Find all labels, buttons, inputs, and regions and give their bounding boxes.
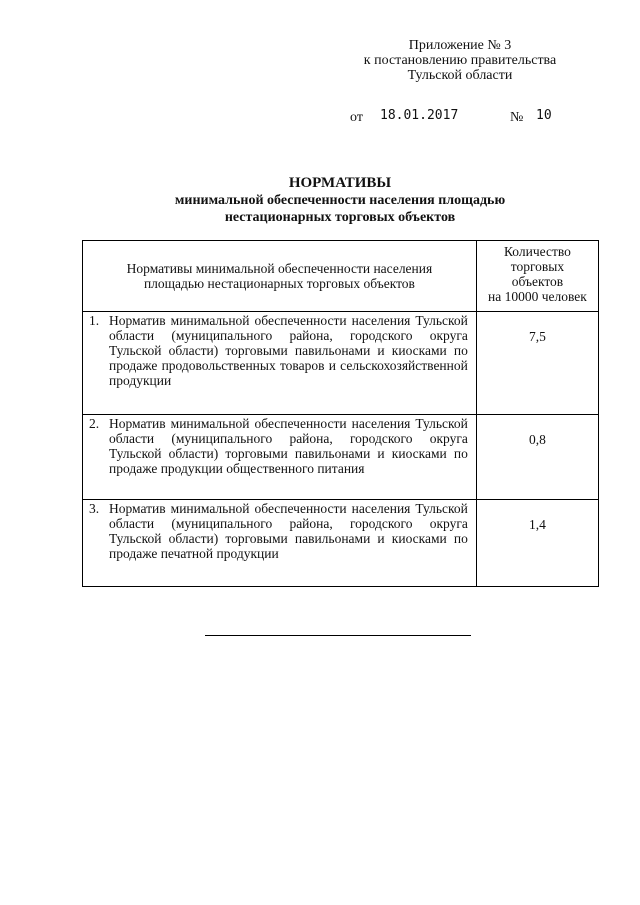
appendix-title: Приложение № 3	[408, 38, 512, 53]
quantity-value: 1,4	[476, 500, 598, 587]
table-row	[83, 500, 599, 587]
norm-description-cell	[83, 500, 477, 587]
quantity-value: 7,5	[476, 312, 598, 415]
norm-description-cell	[83, 312, 477, 415]
row-number: 2.	[89, 416, 100, 431]
appendix-header	[330, 38, 590, 83]
title-subtitle-line-2: нестационарных торговых объектов	[224, 210, 456, 225]
column-header-quantity-line: Количество	[503, 244, 571, 259]
norm-description: Норматив минимальной обеспеченности населения Тульской области (муниципального района, городского округа Тульской области) торговыми павильонами и киосками по продаже печатной продукции	[109, 501, 468, 561]
column-header-norms: Нормативы минимальной обеспеченности населения площадью нестационарных торговых объектов	[83, 241, 477, 312]
column-header-quantity-line: торговых	[510, 259, 565, 274]
row-number: 3.	[89, 501, 100, 516]
column-header-quantity-line: на 10000 человек	[488, 289, 587, 304]
title-subtitle-line-1: минимальной обеспеченности населения площадью	[174, 193, 506, 208]
document-title	[90, 174, 590, 226]
quantity-value: 0,8	[476, 415, 598, 500]
date-value: 18.01.2017	[380, 108, 459, 123]
appendix-region: Тульской области	[407, 68, 513, 83]
table-row	[83, 415, 599, 500]
number-value: 10	[536, 108, 552, 123]
norm-description: Норматив минимальной обеспеченности населения Тульской области (муниципального района, городского округа Тульской области) торговыми павильонами и киосками по продаже продукции общественного питания	[109, 416, 468, 476]
title-main: НОРМАТИВЫ	[288, 175, 392, 191]
norms-table	[82, 240, 599, 587]
norm-description: Норматив минимальной обеспеченности населения Тульской области (муниципального района, городского округа Тульской области) торговыми павильонами и киосками по продаже продовольственных товаров и сельскохозяйственной продукции	[109, 313, 468, 388]
number-label: №	[510, 110, 524, 125]
closing-divider	[205, 635, 471, 636]
norm-description-cell	[83, 415, 477, 500]
column-header-quantity-line: объектов	[511, 274, 564, 289]
date-label: от	[350, 110, 363, 125]
column-header-quantity	[476, 241, 598, 312]
appendix-resolution: к постановлению правительства	[363, 53, 557, 68]
table-header-row	[83, 241, 599, 312]
row-number: 1.	[89, 313, 100, 328]
table-row	[83, 312, 599, 415]
